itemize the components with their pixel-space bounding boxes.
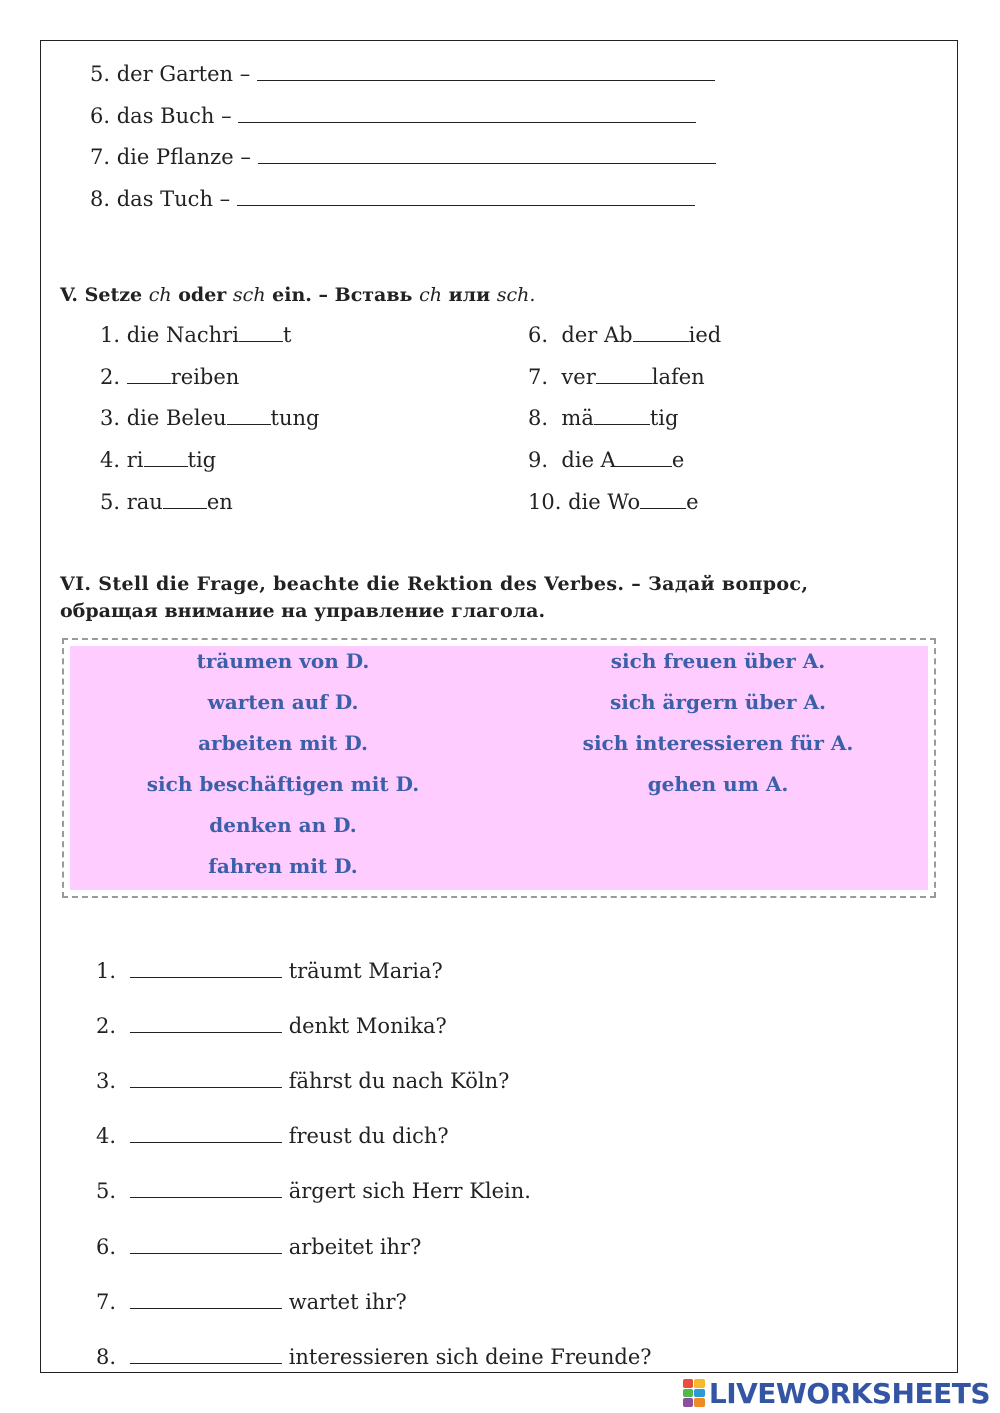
list-item: 5. rau en (100, 490, 233, 514)
vocab-word: denken an D. (209, 813, 357, 837)
question-item: 4. freust du dich? (96, 1124, 449, 1148)
answer-blank[interactable] (130, 1290, 282, 1309)
list-item: 3. die Beleu tung (100, 406, 320, 430)
question-item: 6. arbeitet ihr? (96, 1235, 422, 1259)
fill-blank[interactable] (227, 406, 271, 425)
question-item: 5. ärgert sich Herr Klein. (96, 1179, 531, 1203)
vocab-word: warten auf D. (207, 690, 359, 714)
fill-blank[interactable] (596, 365, 652, 384)
answer-blank[interactable] (130, 959, 282, 978)
vocab-word: sich freuen über A. (610, 649, 826, 673)
section-v-heading: V. Setze ch oder sch ein. – Вставь ch или sch. (60, 284, 536, 306)
vocab-word: sich interessieren für A. (582, 731, 854, 755)
fill-blank[interactable] (163, 490, 207, 509)
question-item: 1. träumt Maria? (96, 959, 443, 983)
vocab-word: arbeiten mit D. (198, 731, 368, 755)
answer-blank[interactable] (130, 1014, 282, 1033)
list-item: 4. ri tig (100, 448, 217, 472)
fill-blank[interactable] (594, 406, 650, 425)
vocabulary-box-fill (70, 646, 928, 890)
answer-blank[interactable] (130, 1124, 282, 1143)
list-item: 9. die A e (528, 448, 685, 472)
fill-blank[interactable] (633, 323, 689, 342)
vocab-word: gehen um A. (647, 772, 789, 796)
answer-blank[interactable] (238, 104, 696, 123)
list-item: 8. mä tig (528, 406, 679, 430)
answer-blank[interactable] (130, 1069, 282, 1088)
fill-blank[interactable] (127, 365, 171, 384)
question-item: 8. interessieren sich deine Freunde? (96, 1345, 652, 1369)
vocab-word: sich ärgern über A. (609, 690, 827, 714)
answer-blank[interactable] (130, 1345, 282, 1364)
list-item: 6. der Ab ied (528, 323, 722, 347)
list-item: 8. das Tuch – (90, 186, 695, 212)
vocab-word: träumen von D. (196, 649, 370, 673)
fill-blank[interactable] (144, 448, 188, 467)
liveworksheets-logo[interactable] (683, 1376, 990, 1410)
answer-blank[interactable] (130, 1179, 282, 1198)
fill-blank[interactable] (616, 448, 672, 467)
list-item: 7. die Pflanze – (90, 144, 716, 170)
list-item: 6. das Buch – (90, 103, 696, 129)
list-item: 5. der Garten – (90, 61, 715, 87)
section-vi-heading: VI. Stell die Frage, beachte die Rektion des Verbes. – Задай вопрос, (60, 573, 809, 595)
answer-blank[interactable] (258, 145, 716, 164)
fill-blank[interactable] (239, 323, 283, 342)
list-item: 7. ver lafen (528, 365, 705, 389)
logo-badge-icon (683, 1379, 705, 1407)
question-item: 7. wartet ihr? (96, 1290, 407, 1314)
section-vi-heading-line2: обращая внимание на управление глагола. (60, 600, 546, 622)
list-item: 10. die Wo e (528, 490, 699, 514)
answer-blank[interactable] (237, 187, 695, 206)
vocab-word: fahren mit D. (208, 854, 358, 878)
vocab-word: sich beschäftigen mit D. (146, 772, 420, 796)
vocabulary-box (62, 638, 936, 898)
question-item: 2. denkt Monika? (96, 1014, 447, 1038)
answer-blank[interactable] (130, 1235, 282, 1254)
question-item: 3. fährst du nach Köln? (96, 1069, 510, 1093)
answer-blank[interactable] (257, 62, 715, 81)
fill-blank[interactable] (640, 490, 686, 509)
list-item: 1. die Nachri t (100, 323, 292, 347)
list-item: 2. reiben (100, 365, 240, 389)
logo-text: LIVEWORKSHEETS (708, 1376, 990, 1410)
